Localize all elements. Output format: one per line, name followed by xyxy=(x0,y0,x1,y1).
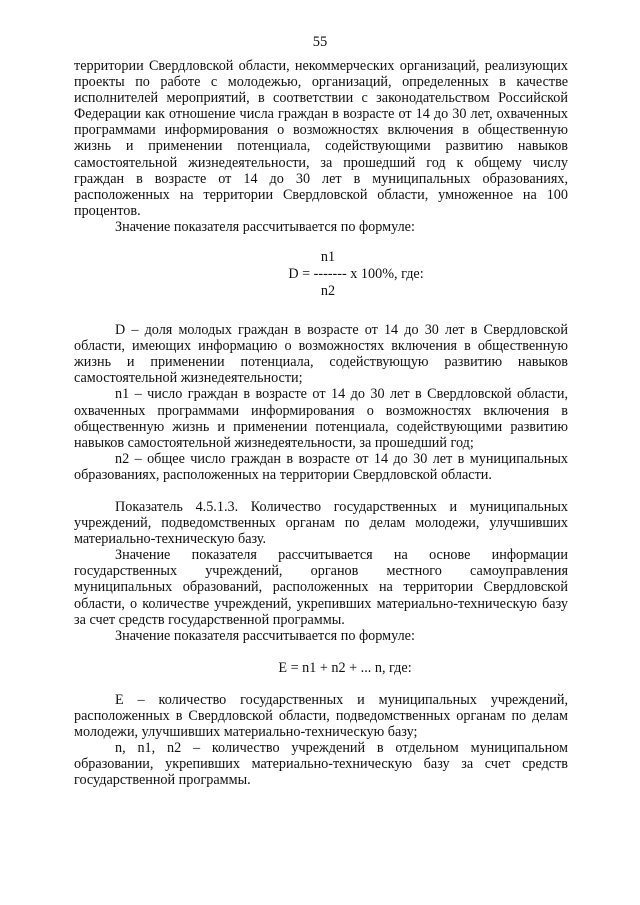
paragraph-d-definition: D – доля молодых граждан в возрасте от 14 до 30 лет в Свердловской области, имеющих информацию о возможностях включения в общественную жизнь и применении потенциала, содействующую развитию навыков самостоятельной жизнедеятельности; xyxy=(74,322,568,387)
paragraph-formula-intro-2: Значение показателя рассчитывается по формуле: xyxy=(115,627,415,644)
paragraph-e-definition: E – количество государственных и муниципальных учреждений, расположенных в Свердловской области, подведомственных органам по делам молодежи, улучшивших материально-техническую базу; xyxy=(74,691,568,741)
formula-d-numerator: n1 xyxy=(320,249,336,266)
paragraph-n2-definition: n2 – общее число граждан в возрасте от 14 до 30 лет в муниципальных образованиях, расположенных на территории Свердловской области. xyxy=(74,450,568,483)
paragraph-indicator-definition: территории Свердловской области, некоммерческих организаций, реализующих проекты по работе с молодежью, организаций, определенных в качестве исполнителей мероприятий, в соответствии с законодательством Российской Федерации как отношение числа граждан в возрасте от 14 до 30 лет, охваченных программами информирования о возможностях включения в общественную жизнь и применении потенциала, содействующими развитию навыков самостоятельной жизнедеятельности, за прошедший год к общему числу граждан в возрасте от 14 до 30 лет в муниципальных образованиях, расположенных на территории Свердловской области, умноженное на 100 процентов. xyxy=(74,58,568,219)
paragraph-formula-intro-1: Значение показателя рассчитывается по формуле: xyxy=(115,218,415,235)
paragraph-n-definition: n, n1, n2 – количество учреждений в отдельном муниципальном образовании, укрепивших материально-техническую базу за счет средств государственной программы. xyxy=(74,740,568,789)
page-number: 55 xyxy=(312,34,328,50)
paragraph-n1-definition: n1 – число граждан в возрасте от 14 до 30 лет в Свердловской области, охваченных программами информирования о возможностях включения в общественную жизнь и применении потенциала, содействующими развитию навыков самостоятельной жизнедеятельности, за прошедший год; xyxy=(74,386,568,451)
paragraph-indicator-source: Значение показателя рассчитывается на основе информации государственных учреждений, органов местного самоуправления муниципальных образований, расположенных на территории Свердловской области, о количестве учреждений, укрепивших материально-техническую базу за счет средств государственной программы. xyxy=(74,547,568,628)
formula-e: E = n1 + n2 + ... n, где: xyxy=(278,659,412,676)
formula-d-denominator: n2 xyxy=(320,283,336,300)
document-body xyxy=(74,58,568,788)
paragraph-indicator-4-5-1-3: Показатель 4.5.1.3. Количество государственных и муниципальных учреждений, подведомственных органам по делам молодежи, улучшивших материально-техническую базу. xyxy=(74,498,568,548)
formula-d-equation: D = ------- x 100%, где: xyxy=(288,266,424,283)
formula-d xyxy=(74,249,568,300)
